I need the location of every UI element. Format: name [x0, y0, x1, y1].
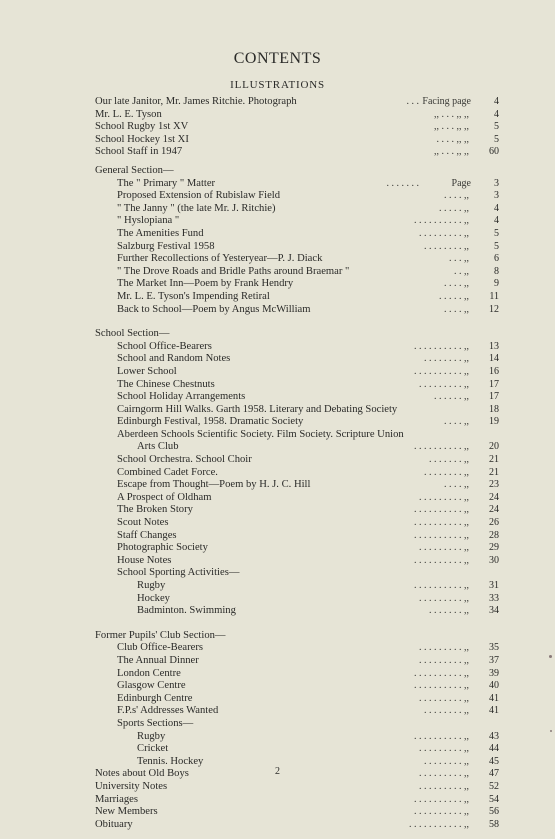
toc-page-number: 4 — [494, 108, 499, 120]
toc-page-number: 40 — [489, 680, 499, 692]
dot-leader: . . . . . . . . . . ,, — [414, 793, 469, 805]
toc-page-number: 11 — [489, 290, 499, 302]
toc-page-number: 24 — [489, 491, 499, 503]
toc-page-number: 30 — [489, 554, 499, 566]
toc-entry — [95, 341, 499, 354]
toc-entry — [95, 190, 499, 203]
toc-page-number: 34 — [489, 605, 499, 617]
toc-entry — [95, 121, 499, 134]
toc-page-number: 5 — [494, 240, 499, 252]
dot-leader: . . . . . . . . . ,, — [419, 491, 469, 503]
section-heading-text: General Section— — [95, 165, 174, 176]
toc-page-number: 35 — [489, 642, 499, 654]
toc-page-number: 21 — [489, 466, 499, 478]
toc-entry-title: " The Janny " (the late Mr. J. Ritchie) — [117, 202, 276, 214]
toc-entry-title: Our late Janitor, Mr. James Ritchie. Photograph — [95, 96, 297, 107]
toc-entry — [95, 404, 499, 417]
dot-leader: . . . . ,, — [444, 303, 469, 315]
toc-page-number: 52 — [489, 780, 499, 792]
dot-leader: . . . . ,, — [444, 190, 469, 202]
toc-entry — [95, 366, 499, 379]
section-heading — [95, 328, 499, 341]
toc-entry-title: Back to School—Poem by Angus McWilliam — [117, 303, 311, 315]
dot-leader: . . . . . . . . . ,, — [419, 743, 469, 755]
toc-entry-title: Cairngorm Hill Walks. Garth 1958. Literary and Debating Society — [117, 403, 398, 415]
toc-page-number: 5 — [494, 121, 499, 133]
toc-entry — [95, 731, 499, 744]
toc-entry — [95, 492, 499, 505]
toc-page-number: 4 — [494, 96, 499, 107]
toc-entry — [95, 593, 499, 606]
section-heading — [95, 165, 499, 178]
toc-page-number: 18 — [489, 403, 499, 415]
toc-page-number: 24 — [489, 504, 499, 516]
toc-entry — [95, 304, 499, 317]
toc-page-number: 12 — [489, 303, 499, 315]
toc-entry-title: Arts Club — [137, 441, 179, 453]
toc-entry-title: University Notes — [95, 780, 168, 792]
dot-leader: . . . . . . . ,, — [429, 454, 469, 466]
toc-entry-title: School Staff in 1947 — [95, 146, 183, 158]
dot-leader: . . . . . ,, — [439, 290, 469, 302]
toc-entry — [95, 454, 499, 467]
toc-page-number: 41 — [489, 705, 499, 717]
toc-entry-title: Aberdeen Schools Scientific Society. Film Society. Scripture Union — [117, 428, 404, 440]
toc-entry-title: " Hyslopiana " — [117, 215, 180, 227]
dot-leader: . . . . . . . . . . ,, — [414, 554, 469, 566]
section-heading-text: Former Pupils' Club Section— — [95, 629, 226, 641]
dot-leader: . . . . . . . . . . ,, — [414, 365, 469, 377]
toc-entry-title: " The Drove Roads and Bridle Paths around Braemar " — [117, 265, 350, 277]
dot-leader: . . . . . . . . . ,, — [419, 642, 469, 654]
dot-leader: . . . . . . . . . . . ,, — [409, 818, 469, 830]
dot-leader: . . . . . . . . . ,, — [419, 780, 469, 792]
toc-entry-title: Mr. L. E. Tyson — [95, 108, 162, 120]
dot-leader: . . . . . . . . . . ,, — [414, 806, 469, 818]
toc-page-number: 19 — [489, 416, 499, 428]
toc-entry-title: Hockey — [137, 592, 170, 604]
section-heading — [95, 630, 499, 643]
contents-list — [95, 165, 499, 831]
toc-entry-title: Further Recollections of Yesteryear—P. J. Diack — [117, 253, 323, 265]
toc-entry — [95, 567, 499, 580]
toc-page-number: 47 — [489, 768, 499, 780]
toc-entry — [95, 668, 499, 681]
toc-entry-title: Marriages — [95, 793, 138, 805]
toc-page-number: 23 — [489, 479, 499, 491]
dot-leader: . . . . . . . . . . ,, — [414, 580, 469, 591]
toc-entry — [95, 655, 499, 668]
dot-leader: . . . . . . . . . ,, — [419, 227, 469, 239]
toc-entry — [95, 718, 499, 731]
toc-entry — [95, 705, 499, 718]
toc-entry — [95, 379, 499, 392]
dot-leader: . . . . . ,, — [439, 202, 469, 214]
toc-page-number: 31 — [489, 580, 499, 591]
dot-leader: . . . . ,, — [444, 278, 469, 290]
dot-leader: . . . . . . . . . ,, — [419, 654, 469, 666]
toc-entry-title: House Notes — [117, 554, 172, 566]
dot-leader: . . . . . . . . . . ,, — [414, 667, 469, 679]
toc-entry — [95, 680, 499, 693]
toc-entry-title: School Orchestra. School Choir — [117, 454, 252, 466]
toc-entry — [95, 806, 499, 819]
toc-entry — [95, 605, 499, 618]
page-label: Page — [451, 177, 471, 189]
toc-entry-title: Rugby — [137, 580, 166, 591]
dot-leader: . . . . . . . — [386, 177, 419, 189]
toc-entry — [95, 479, 499, 492]
toc-entry-title: Edinburgh Centre — [117, 692, 193, 704]
toc-entry — [95, 416, 499, 429]
toc-entry-title: Salzburg Festival 1958 — [117, 240, 215, 252]
illustrations-list — [95, 96, 499, 159]
toc-entry-title: School Rugby 1st XV — [95, 121, 189, 133]
page-number: 2 — [275, 766, 280, 777]
toc-page-number: 3 — [494, 190, 499, 202]
toc-entry-title: The " Primary " Matter — [117, 177, 216, 189]
dot-leader: . . . . . . . . . . ,, — [414, 680, 469, 692]
toc-entry-title: The Amenities Fund — [117, 227, 204, 239]
toc-page-number: 29 — [489, 542, 499, 554]
toc-entry-title: Club Office-Bearers — [117, 642, 203, 654]
illustrations-heading: ILLUSTRATIONS — [230, 79, 325, 91]
toc-entry-title: Obituary — [95, 818, 133, 830]
toc-entry — [95, 203, 499, 216]
toc-entry — [95, 642, 499, 655]
dot-leader: . . . . . . . . . ,, — [419, 378, 469, 390]
dot-leader: . . . . . . . . . ,, — [419, 768, 469, 780]
toc-entry-title: Notes about Old Boys — [95, 768, 189, 780]
toc-entry-title: A Prospect of Oldham — [117, 491, 212, 503]
toc-entry — [95, 215, 499, 228]
toc-entry-title: School Holiday Arrangements — [117, 391, 246, 403]
toc-entry — [95, 109, 499, 122]
toc-page-number: 8 — [494, 265, 499, 277]
toc-entry-title: Cricket — [137, 743, 169, 755]
toc-page-number: 43 — [489, 730, 499, 742]
toc-entry — [95, 253, 499, 266]
toc-entry-title: Combined Cadet Force. — [117, 466, 218, 478]
toc-entry-title: London Centre — [117, 667, 181, 679]
toc-page-number: 17 — [489, 378, 499, 390]
paper-speck — [549, 655, 552, 658]
toc-page-number: 37 — [489, 654, 499, 666]
toc-entry — [95, 517, 499, 530]
dot-leader: . . . . . . ,, — [434, 391, 469, 403]
paper-speck — [550, 730, 552, 732]
toc-entry-title: School and Random Notes — [117, 353, 231, 365]
dot-leader: . . . . ,, — [444, 479, 469, 491]
toc-page-number: 5 — [494, 133, 499, 145]
dot-leader: . . . . ,, ,, — [436, 133, 469, 145]
toc-entry-title: Edinburgh Festival, 1958. Dramatic Society — [117, 416, 304, 428]
toc-page-number: 6 — [494, 253, 499, 265]
toc-entry — [95, 353, 499, 366]
toc-entry — [95, 241, 499, 254]
toc-entry-title: Staff Changes — [117, 529, 177, 541]
section-heading-text: School Section— — [95, 328, 170, 340]
toc-page-number: 44 — [489, 743, 499, 755]
toc-entry — [95, 266, 499, 279]
dot-leader: . . . ,, — [449, 253, 469, 265]
dot-leader: . . . . . . . . ,, — [424, 755, 469, 767]
toc-entry-title: F.P.s' Addresses Wanted — [117, 705, 219, 717]
toc-entry-title: The Annual Dinner — [117, 654, 199, 666]
toc-entry-title: Glasgow Centre — [117, 680, 186, 692]
toc-page-number: 41 — [489, 692, 499, 704]
dot-leader: . . . . . . . . . ,, — [419, 542, 469, 554]
dot-leader: . . . . . . . . . . ,, — [414, 504, 469, 516]
toc-page-number: 21 — [489, 454, 499, 466]
toc-entry — [95, 743, 499, 756]
toc-entry — [95, 693, 499, 706]
toc-entry — [95, 391, 499, 404]
toc-page-number: 28 — [489, 529, 499, 541]
toc-entry — [95, 555, 499, 568]
toc-page-number: 60 — [489, 146, 499, 158]
toc-page-number: 17 — [489, 391, 499, 403]
toc-page-number: 56 — [489, 806, 499, 818]
toc-page-number: 39 — [489, 667, 499, 679]
toc-page-number: 9 — [494, 278, 499, 290]
toc-entry — [95, 228, 499, 241]
toc-entry-title: Mr. L. E. Tyson's Impending Retiral — [117, 290, 270, 302]
toc-entry — [95, 441, 499, 454]
dot-leader: ,, . . . ,, ,, — [434, 108, 469, 120]
toc-entry — [95, 96, 499, 109]
toc-entry-title: School Hockey 1st XI — [95, 133, 189, 145]
toc-entry-title: New Members — [95, 806, 158, 818]
toc-page-number: 4 — [494, 215, 499, 227]
page-title: CONTENTS — [233, 50, 322, 67]
toc-entry — [95, 794, 499, 807]
toc-page-number: 16 — [489, 365, 499, 377]
toc-page-number: 33 — [489, 592, 499, 604]
toc-entry-title: Lower School — [117, 365, 177, 377]
toc-entry — [95, 580, 499, 593]
toc-entry — [95, 819, 499, 832]
toc-entry — [95, 504, 499, 517]
toc-entry-title: The Broken Story — [117, 504, 193, 516]
dot-leader: . . . . . . . . . . ,, — [414, 215, 469, 227]
toc-entry-title: Scout Notes — [117, 517, 169, 529]
dot-leader: ,, . . . ,, ,, — [434, 146, 469, 158]
dot-leader: ,, . . . ,, ,, — [434, 121, 469, 133]
dot-leader: . . . . . . . . . . ,, — [414, 441, 469, 453]
toc-entry-title: Tennis. Hockey — [137, 755, 204, 767]
toc-entry — [95, 530, 499, 543]
toc-entry-title: The Market Inn—Poem by Frank Hendry — [117, 278, 294, 290]
toc-entry — [95, 781, 499, 794]
toc-page-number: 26 — [489, 517, 499, 529]
dot-leader: . . . . . . . . ,, — [424, 353, 469, 365]
toc-entry — [95, 278, 499, 291]
toc-entry — [95, 429, 499, 442]
toc-entry-title: Badminton. Swimming — [137, 605, 236, 617]
dot-leader: . . . . . . . . ,, — [424, 240, 469, 252]
page-label: Facing page — [422, 96, 471, 107]
dot-leader: . . . . . . . . . ,, — [419, 692, 469, 704]
toc-entry-title: Escape from Thought—Poem by H. J. C. Hill — [117, 479, 311, 491]
toc-entry — [95, 178, 499, 191]
dot-leader: . . . . . . . . . . ,, — [414, 340, 469, 352]
toc-entry — [95, 467, 499, 480]
dot-leader: . . . . . . . . . . ,, — [414, 730, 469, 742]
toc-entry-title: The Chinese Chestnuts — [117, 378, 215, 390]
toc-page-number: 4 — [494, 202, 499, 214]
toc-entry — [95, 291, 499, 304]
dot-leader: . . . . . . . ,, — [429, 605, 469, 617]
dot-leader: . . . . . . . . . . ,, — [414, 529, 469, 541]
dot-leader: . . . . . . . . ,, — [424, 466, 469, 478]
toc-entry — [95, 146, 499, 159]
dot-leader: . . . . . . . . ,, — [424, 705, 469, 717]
toc-page-number: 20 — [489, 441, 499, 453]
toc-entry-title: Proposed Extension of Rubislaw Field — [117, 190, 281, 202]
dot-leader: . . . — [406, 96, 419, 107]
dot-leader: . . . . ,, — [444, 416, 469, 428]
toc-entry-title: School Sporting Activities— — [117, 567, 240, 579]
dot-leader: . . . . . . . . . . ,, — [414, 517, 469, 529]
toc-page-number: 3 — [494, 177, 499, 189]
toc-entry-title: Rugby — [137, 730, 166, 742]
toc-page-number: 5 — [494, 227, 499, 239]
toc-entry-title: Sports Sections— — [117, 717, 194, 729]
dot-leader: . . . . . . . . . ,, — [419, 592, 469, 604]
toc-page-number: 45 — [489, 755, 499, 767]
toc-page-number: 58 — [489, 818, 499, 830]
toc-page-number: 54 — [489, 793, 499, 805]
toc-page-number: 13 — [489, 340, 499, 352]
toc-entry — [95, 542, 499, 555]
toc-entry-title: Photographic Society — [117, 542, 208, 554]
toc-entry-title: School Office-Bearers — [117, 340, 212, 352]
toc-page-number: 14 — [489, 353, 499, 365]
dot-leader: . . ,, — [454, 265, 469, 277]
toc-entry — [95, 134, 499, 147]
